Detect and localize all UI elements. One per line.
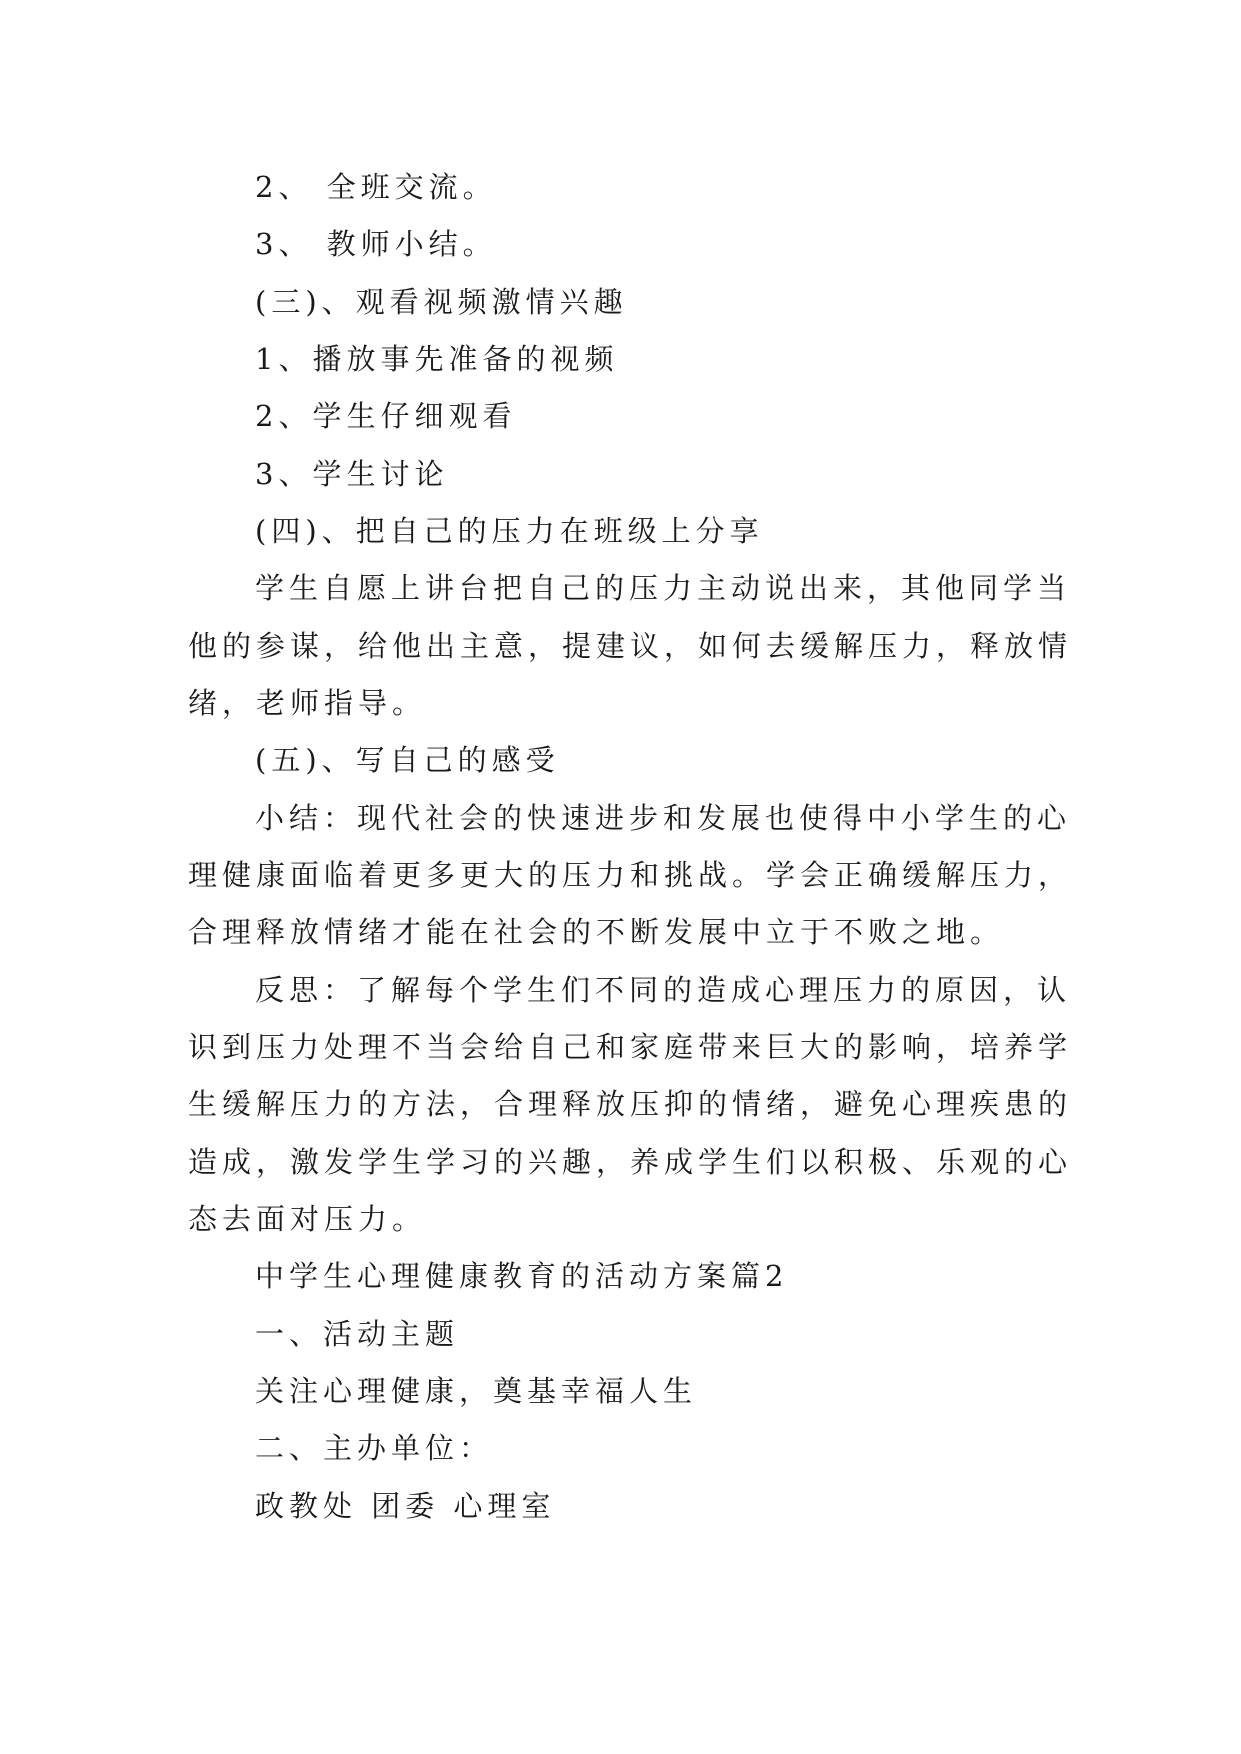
list-item-exchange: 2、 全班交流。 xyxy=(255,170,497,204)
paragraph-line: 理健康面临着更多更大的压力和挑战。学会正确缓解压力， xyxy=(188,858,1073,892)
section-heading-5: (五)、写自己的感受 xyxy=(255,743,560,777)
document-title: 中学生心理健康教育的活动方案篇2 xyxy=(255,1259,789,1293)
paragraph-line: 小结：现代社会的快速进步和发展也使得中小学生的心 xyxy=(255,801,1072,835)
section-heading-organizer: 二、主办单位： xyxy=(255,1431,494,1465)
paragraph-line: 反思：了解每个学生们不同的造成心理压力的原因，认 xyxy=(255,973,1072,1007)
paragraph-line: 造成，激发学生学习的兴趣，养成学生们以积极、乐观的心 xyxy=(188,1145,1073,1179)
paragraph-line: 识到压力处理不当会给自己和家庭带来巨大的影响，培养学 xyxy=(188,1030,1073,1064)
paragraph-line: 生缓解压力的方法，合理释放压抑的情绪，避免心理疾患的 xyxy=(188,1087,1073,1121)
list-item-watch: 2、学生仔细观看 xyxy=(255,399,517,433)
paragraph-line: 合理释放情绪才能在社会的不断发展中立于不败之地。 xyxy=(188,915,1005,949)
paragraph-line: 学生自愿上讲台把自己的压力主动说出来，其他同学当 xyxy=(255,571,1072,605)
list-item-teacher-summary: 3、 教师小结。 xyxy=(255,227,497,261)
paragraph-line: 绪，老师指导。 xyxy=(188,686,427,720)
theme-text: 关注心理健康，奠基幸福人生 xyxy=(255,1374,698,1408)
paragraph-line: 态去面对压力。 xyxy=(188,1202,427,1236)
paragraph-line: 他的参谋，给他出主意，提建议，如何去缓解压力，释放情 xyxy=(188,629,1073,663)
list-item-play-video: 1、播放事先准备的视频 xyxy=(255,342,619,376)
organizer-text: 政教处 团委 心理室 xyxy=(255,1489,556,1523)
list-item-discuss: 3、学生讨论 xyxy=(255,457,449,491)
section-heading-3: (三)、观看视频激情兴趣 xyxy=(255,285,628,319)
section-heading-theme: 一、活动主题 xyxy=(255,1317,460,1351)
section-heading-4: (四)、把自己的压力在班级上分享 xyxy=(255,514,764,548)
